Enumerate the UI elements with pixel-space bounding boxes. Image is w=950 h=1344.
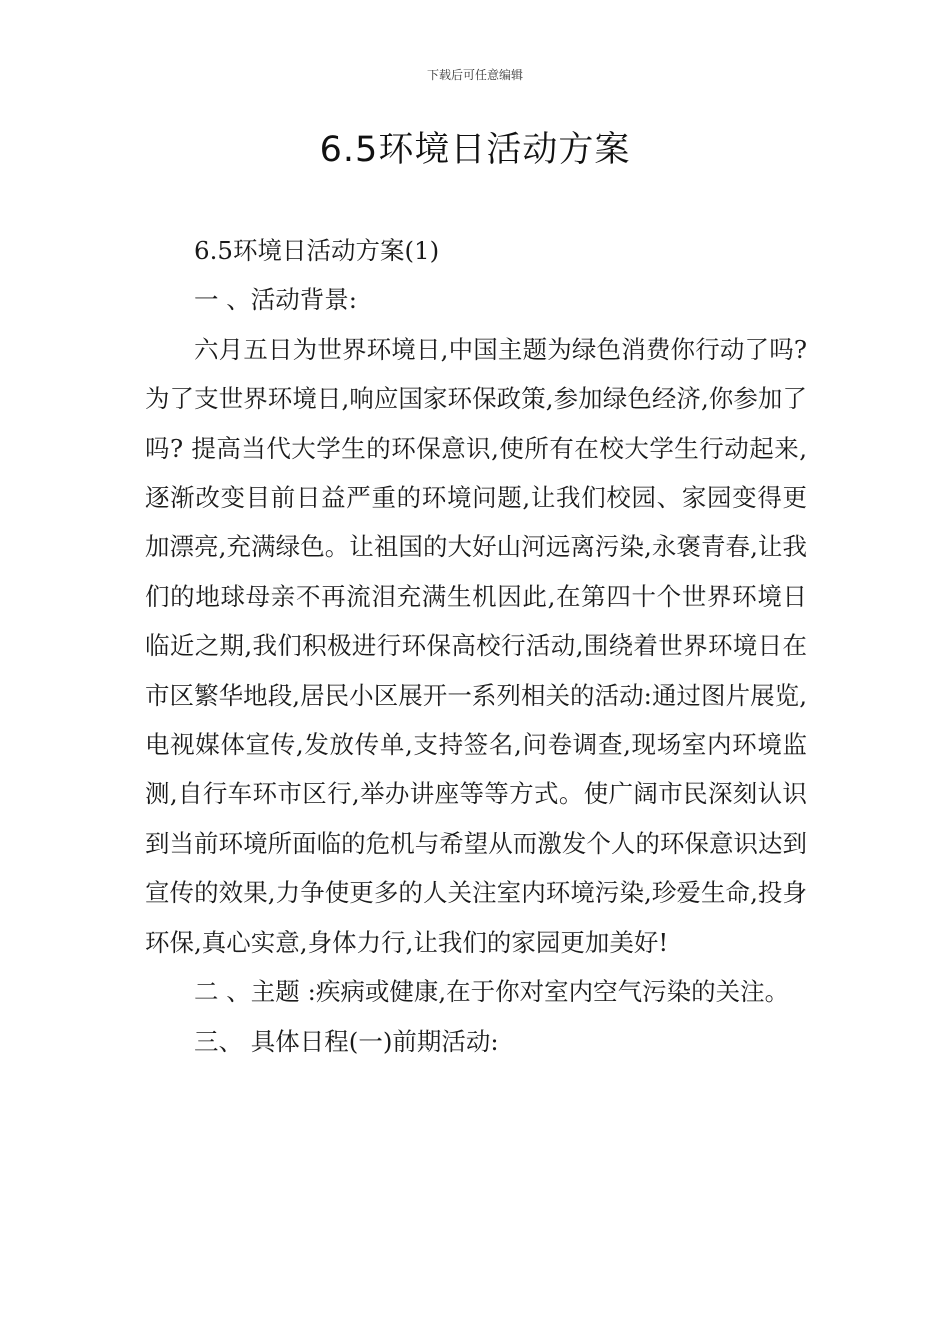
document-title: 6.5环境日活动方案 — [319, 130, 631, 170]
background-paragraph: 六月五日为世界环境日,中国主题为绿色消费你行动了吗?为了支世界环境日,响应国家环保政策,参加绿色经济,你参加了吗? 提高当代大学生的环保意识,使所有在校大学生行动起来,逐渐改变目前日益严重的环境问题,让我们校园、家园变得更加漂亮,充满绿色。让祖国的大好山河远离污染,永褒青春,让我们的地球母亲不再流泪充满生机因此,在第四十个世界环境日临近之期,我们积极进行环保高校行活动,围绕着世界环境日在市区繁华地段,居民小区展开一系列相关的活动:通过图片展览,电视媒体宣传,发放传单,支持签名,问卷调查,现场室内环境监测,自行车环市区行,举办讲座等等方式。使广阔市民深刻认识到当前环境所面临的危机与希望从而激发个人的环保意识达到宣传的效果,力争使更多的人关注室内环境污染,珍爱生命,投身环保,真心实意,身体力行,让我们的家园更加美好! — [145, 334, 807, 957]
schedule-heading: 三、 具体日程(一)前期活动: — [194, 1026, 499, 1056]
section-heading: 6.5环境日活动方案(1) — [194, 236, 440, 265]
theme-paragraph: 二 、主题 :疾病或健康,在于你对室内空气污染的关注。 — [194, 977, 790, 1007]
background-heading: 一 、活动背景: — [194, 285, 358, 315]
document-body — [145, 226, 807, 1066]
header-note: 下载后可任意编辑 — [426, 68, 523, 82]
